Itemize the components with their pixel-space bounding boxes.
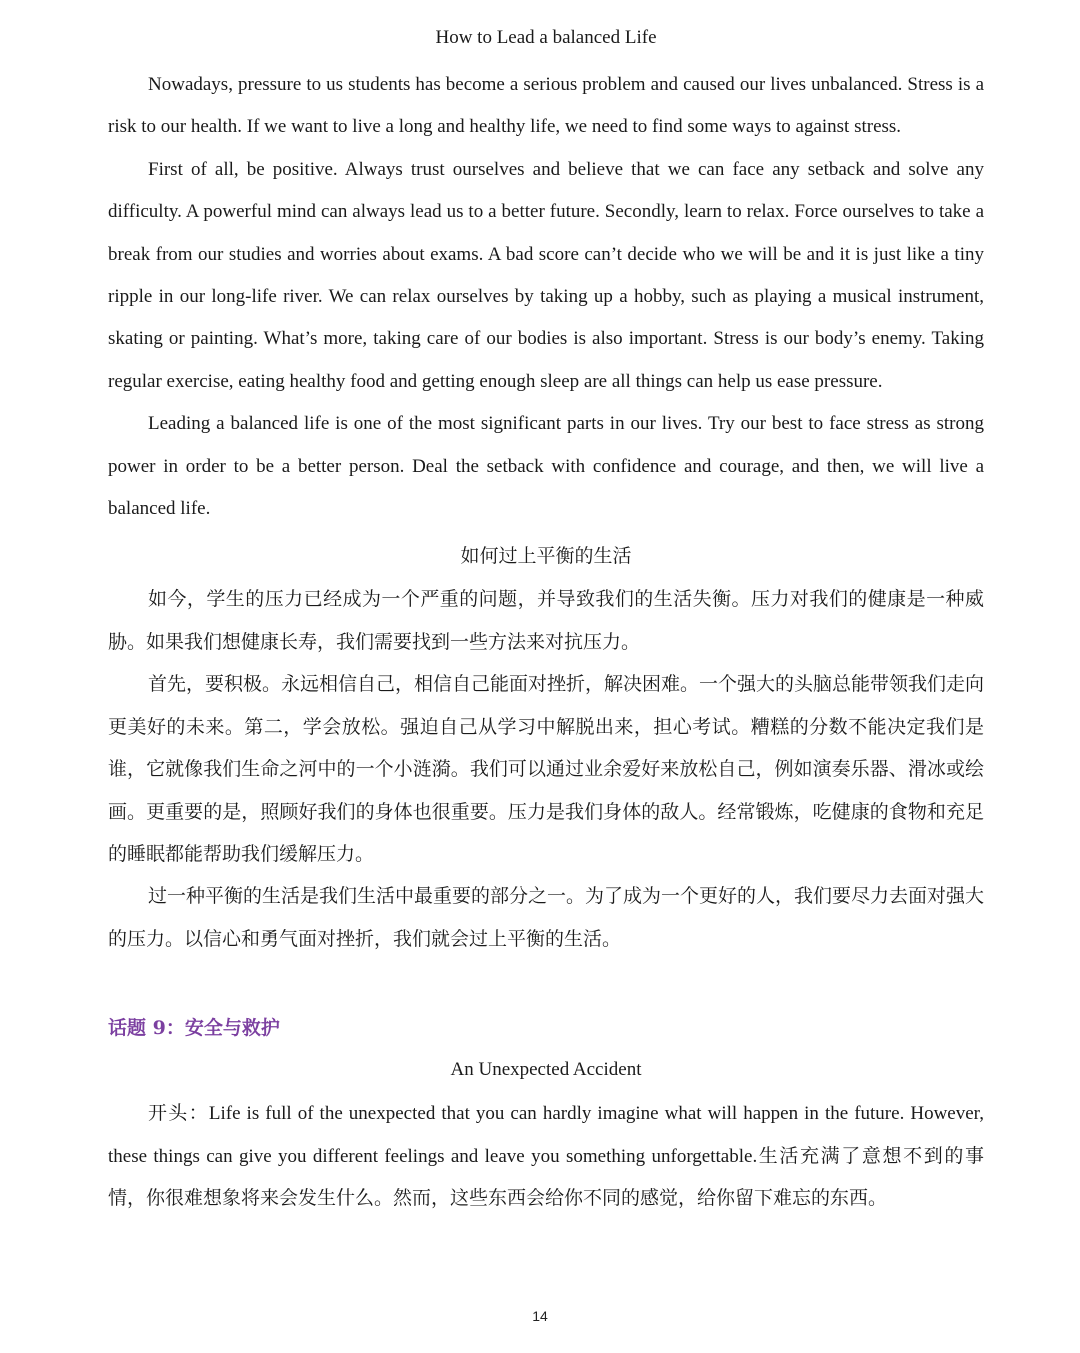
page-number: 14 (532, 1308, 548, 1324)
essay-title-chinese: 如何过上平衡的生活 (460, 545, 632, 568)
essay-paragraph-chinese-2: 首先，要积极。永远相信自己，相信自己能面对挫折，解决困难。一个强大的头脑总能带领我们走向更美好的未来。第二，学会放松。强迫自己从学习中解脱出来，担心考试。糟糕的分数不能决定我们是谁，它就像我们生命之河中的一个小涟漪。我们可以通过业余爱好来放松自己，例如演奏乐器、滑冰或绘画。更重要的是，照顾好我们的身体也很重要。压力是我们身体的敌人。经常锻炼，吃健康的食物和充足的睡眠都能帮助我们缓解压力。 (108, 673, 985, 865)
opening-label: 开头： (148, 1102, 209, 1125)
essay-paragraph-3: Leading a balanced life is one of the most significant parts in our lives. Try our best to face stress as strong power in order to be a better person. Deal the setback with confidence and courage, and then, we will live a balanced life. (108, 413, 984, 520)
topic-heading: 话题 9：安全与救护 (108, 1017, 280, 1040)
document-page (108, 22, 984, 1220)
essay-paragraph-chinese-3: 过一种平衡的生活是我们生活中最重要的部分之一。为了成为一个更好的人，我们要尽力去面对强大的压力。以信心和勇气面对挫折，我们就会过上平衡的生活。 (108, 885, 985, 950)
essay-paragraph-chinese-1: 如今，学生的压力已经成为一个严重的问题，并导致我们的生活失衡。压力对我们的健康是一种威胁。如果我们想健康长寿，我们需要找到一些方法来对抗压力。 (108, 588, 984, 653)
essay-paragraph-2: First of all, be positive. Always trust ourselves and believe that we can face any setback and solve any difficulty. A powerful mind can always lead us to a better future. Secondly, learn to relax. Force ourselves to take a break from our studies and worries about exams. A bad score can’t decide who we will be and it is just like a tiny ripple in our long-life river. We can relax ourselves by taking up a hobby, such as playing a musical instrument, skating or painting. What’s more, taking care of our bodies is also important. Stress is our body’s enemy. Taking regular exercise, eating healthy food and getting enough sleep are all things can help us ease pressure. (108, 158, 984, 392)
essay-paragraph-1: Nowadays, pressure to us students has become a serious problem and caused our lives unbalanced. Stress is a risk to our health. If we want to live a long and healthy life, we need to find some ways to against stress. (108, 74, 984, 138)
essay-title: How to Lead a balanced Life (435, 27, 657, 48)
opening-text: Life is full of the unexpected that you can hardly imagine what will happen in the future. However, these things can give you different feelings and leave you something unforgettable.生活充满了意想不到的事情，你很难想象将来会发生什么。然而，这些东西会给你不同的感觉，给你留下难忘的东西。 (108, 1103, 984, 1209)
essay2-title: An Unexpected Accident (450, 1059, 642, 1081)
essay2-opening-paragraph (108, 1092, 984, 1220)
